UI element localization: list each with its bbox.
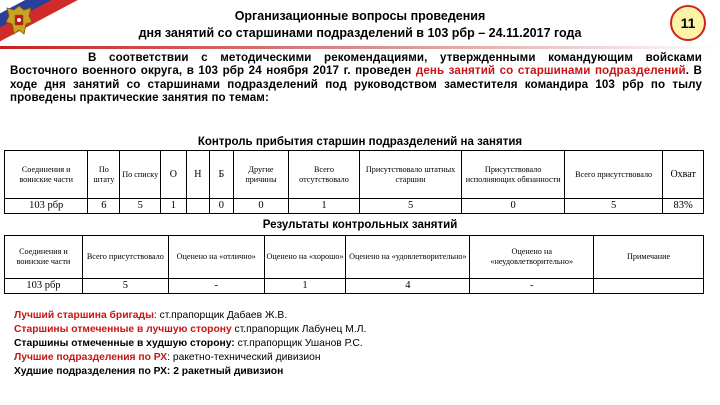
table1-header-cell: О <box>161 151 187 199</box>
table2-cell: 1 <box>264 279 346 294</box>
title-line-2: дня занятий со старшинами подразделений в 103 рбр – 24.11.2017 года <box>138 26 582 40</box>
praised-label: Старшины отмеченные в лучшую сторону <box>14 324 232 335</box>
table2-header-cell: Оценено на «хорошо» <box>264 236 346 279</box>
table1-cell <box>186 199 210 214</box>
page-title <box>90 8 630 42</box>
table1-cell: 103 рбр <box>5 199 88 214</box>
table2-caption: Результаты контрольных занятий <box>262 219 458 231</box>
header-divider <box>0 46 720 49</box>
table1-cell: 0 <box>233 199 289 214</box>
attendance-table <box>4 150 704 214</box>
table2-header-cell: Всего присутствовало <box>82 236 168 279</box>
table1-header-cell: Присутствовало штатных старшин <box>359 151 462 199</box>
intro-part-1: В соответствии с методическими рекомендациями, утвержденными командующим войсками Восточного военного округа, в 103 рбр 24 ноября 2017 г. проведен <box>10 51 702 78</box>
table1-header-cell: Всего отсутствовало <box>289 151 360 199</box>
table1-cell: 5 <box>359 199 462 214</box>
coat-of-arms-icon <box>4 4 34 38</box>
table1-header-cell: Другие причины <box>233 151 289 199</box>
slide-number-badge: 11 <box>670 5 706 41</box>
summary-block <box>14 309 366 379</box>
table2-cell: - <box>168 279 264 294</box>
intro-highlight: день занятий со старшинами подразделений <box>415 64 686 78</box>
table2-cell <box>594 279 704 294</box>
table2-header-cell: Оценено на «отлично» <box>168 236 264 279</box>
summary-line <box>14 309 366 323</box>
table2-cell: 4 <box>346 279 470 294</box>
table-row <box>5 199 704 214</box>
best-units-label: Лучшие подразделения по РХ <box>14 352 168 363</box>
table1-header-row <box>5 151 704 199</box>
table2-cell: - <box>470 279 594 294</box>
worst-units-line: Худшие подразделения по РХ: 2 ракетный дивизион <box>14 366 284 377</box>
table1-cell: 1 <box>161 199 187 214</box>
table1-caption: Контроль прибытия старшин подразделений на занятия <box>197 136 523 148</box>
table2-cell: 103 рбр <box>5 279 83 294</box>
table1-header-cell: Охват <box>663 151 704 199</box>
table1-header-cell: Б <box>210 151 234 199</box>
table2-header-cell: Соединения и воинские части <box>5 236 83 279</box>
table1-cell: 0 <box>210 199 234 214</box>
summary-line <box>14 323 366 337</box>
results-table <box>4 235 704 294</box>
table-row <box>5 279 704 294</box>
table1-cell: 5 <box>120 199 161 214</box>
intro-part-2: . В ходе дня занятий со старшинами подразделений под руководством заместителя командира 103 рбр по тылу проведены практические занятия по темам: <box>10 64 702 105</box>
table2-header-cell: Оценено на «удовлетворительно» <box>346 236 470 279</box>
criticized-value: ст.прапорщик Ушанов Р.С. <box>234 338 363 349</box>
table1-header-cell: Всего присутствовало <box>564 151 662 199</box>
table1-header-cell: По штату <box>88 151 120 199</box>
table1-header-cell: По списку <box>120 151 161 199</box>
intro-paragraph <box>10 51 702 105</box>
table2-header-row <box>5 236 704 279</box>
criticized-label: Старшины отмеченные в худшую сторону: <box>14 338 235 349</box>
table1-header-cell: Соединения и воинские части <box>5 151 88 199</box>
summary-line <box>14 337 366 351</box>
best-sergeant-value: : ст.прапорщик Дабаев Ж.В. <box>153 310 288 321</box>
table1-cell: 83% <box>663 199 704 214</box>
title-line-1: Организационные вопросы проведения <box>234 9 486 23</box>
table1-cell: 6 <box>88 199 120 214</box>
summary-line <box>14 351 366 365</box>
table2-header-cell: Оценено на «неудовлетворительно» <box>470 236 594 279</box>
table1-header-cell: Н <box>186 151 210 199</box>
table1-cell: 0 <box>462 199 565 214</box>
best-units-value: : ракетно-технический дивизион <box>167 352 321 363</box>
table2-cell: 5 <box>82 279 168 294</box>
table1-header-cell: Присутствовало исполняющих обязанности <box>462 151 565 199</box>
table1-cell: 5 <box>564 199 662 214</box>
best-sergeant-label: Лучший старшина бригады <box>14 310 154 321</box>
praised-value: ст.прапорщик Лабунец М.Л. <box>231 324 367 335</box>
table2-header-cell: Примечание <box>594 236 704 279</box>
table1-cell: 1 <box>289 199 360 214</box>
